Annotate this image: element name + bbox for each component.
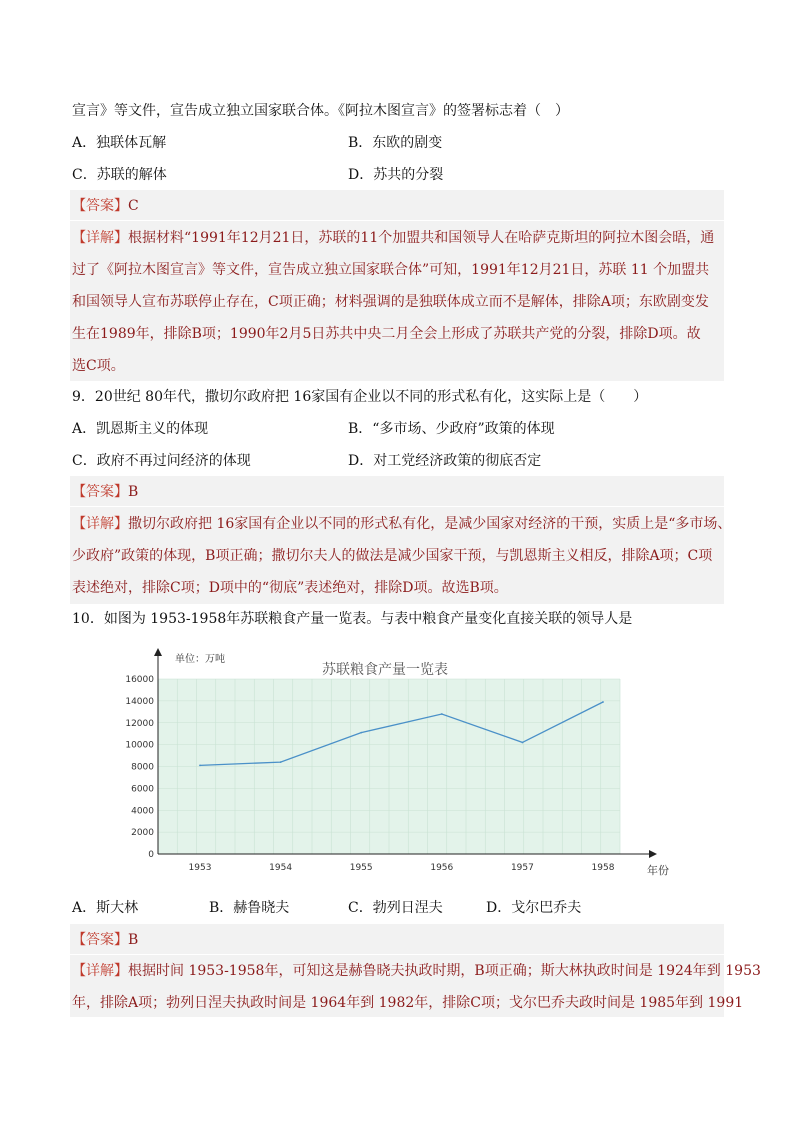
data-point — [280, 761, 282, 763]
y-tick-label: 16000 — [125, 675, 154, 685]
q10-option-c: C．勃列日涅夫 — [348, 900, 443, 916]
chart-title: 苏联粮食产量一览表 — [322, 662, 448, 678]
q8-option-a: A．独联体瓦解 — [72, 135, 167, 151]
detail-tag: 【详解】 — [72, 963, 128, 979]
q8-answer-band — [70, 190, 724, 220]
q10-option-b: B．赫鲁晓夫 — [209, 900, 290, 916]
y-tick-label: 8000 — [131, 762, 154, 773]
x-tick-label: 1953 — [188, 863, 212, 873]
y-tick-label: 2000 — [131, 828, 154, 839]
answer-tag: 【答案】 — [72, 932, 128, 948]
q9-option-c: C．政府不再过问经济的体现 — [72, 453, 251, 469]
q8-answer — [72, 196, 139, 216]
x-tick-label: 1957 — [510, 863, 534, 873]
q10-answer — [72, 930, 138, 950]
answer-value: C — [128, 198, 139, 214]
y-axis-arrow — [154, 648, 162, 656]
y-tick-label: 6000 — [131, 784, 154, 795]
answer-tag: 【答案】 — [72, 484, 128, 500]
data-point — [522, 742, 524, 744]
q8-stem-tail: 宣言》等文件，宣告成立独立国家联合体。《阿拉木图宣言》的签署标志着（ ） — [72, 103, 569, 119]
y-tick-label: 14000 — [125, 696, 154, 707]
x-tick-label: 1958 — [591, 863, 615, 873]
chart-y-ticks — [125, 675, 154, 860]
q8-detail-line: 过了《阿拉木图宣言》等文件，宣告成立独立国家联合体”可知，1991年12月21日，苏联 11 个加盟共 — [72, 262, 710, 278]
y-tick-label: 0 — [148, 850, 154, 860]
chart-y-label: 单位：万吨 — [175, 654, 225, 665]
data-point — [360, 732, 362, 734]
q9-option-a: A．凯恩斯主义的体现 — [72, 421, 209, 437]
q8-detail-line — [72, 228, 714, 248]
detail-tag: 【详解】 — [72, 230, 128, 246]
q8-option-c: C．苏联的解体 — [72, 167, 167, 183]
q10-answer-band — [70, 924, 724, 954]
detail-tag: 【详解】 — [72, 516, 128, 532]
data-point — [199, 765, 201, 767]
q9-option-d: D．对工党经济政策的彻底否定 — [348, 453, 542, 469]
q9-option-b: B．“多市场、少政府”政策的体现 — [348, 421, 555, 437]
x-tick-label: 1955 — [349, 863, 373, 873]
q9-detail-line — [72, 514, 731, 534]
answer-tag: 【答案】 — [72, 198, 128, 214]
q10-detail-line: 年，排除A项；勃列日涅夫执政时间是 1964年到 1982年，排除C项；戈尔巴乔夫政时间是 1985年到 1991 — [72, 995, 744, 1011]
detail-text: 根据材料“1991年12月21日，苏联的11个加盟共和国领导人在哈萨克斯坦的阿拉木图会晤，通 — [128, 230, 715, 246]
q8-detail-line: 生在1989年，排除B项；1990年2月5日苏共中央二月全会上形成了苏联共产党的分裂，排除D项。故 — [72, 326, 701, 342]
chart-x-label: 年份 — [647, 864, 669, 877]
q10-stem: 10．如图为 1953-1958年苏联粮食产量一览表。与表中粮食产量变化直接关联的领导人是 — [72, 611, 633, 627]
q10-option-a: A．斯大林 — [72, 900, 139, 916]
q8-detail-line: 和国领导人宣布苏联停止存在，C项正确；材料强调的是独联体成立而不是解体，排除A项；东欧剧变发 — [72, 294, 709, 310]
q9-answer-band — [70, 476, 724, 506]
x-tick-label: 1954 — [269, 863, 293, 873]
q9-detail-line: 表述绝对，排除C项；D项中的“彻底”表述绝对，排除D项。故选B项。 — [72, 580, 508, 596]
x-tick-label: 1956 — [430, 863, 454, 873]
q8-detail-line: 选C项。 — [72, 358, 125, 374]
q9-stem: 9．20世纪 80年代，撒切尔政府把 16家国有企业以不同的形式私有化，这实际上是（ ） — [72, 389, 648, 405]
x-axis-arrow — [649, 850, 657, 858]
y-tick-label: 4000 — [131, 806, 154, 817]
detail-text: 撒切尔政府把 16家国有企业以不同的形式私有化，是减少国家对经济的干预，实质上是“多市场、 — [128, 516, 732, 532]
grain-output-chart — [110, 640, 690, 885]
y-tick-label: 10000 — [125, 740, 154, 751]
chart-x-ticks — [189, 863, 615, 873]
q9-answer — [72, 482, 138, 502]
q10-option-d: D．戈尔巴乔夫 — [486, 900, 582, 916]
q9-detail-line: 少政府”政策的体现，B项正确；撒切尔夫人的做法是减少国家干预，与凯恩斯主义相反，排除A项；C项 — [72, 548, 713, 564]
q10-detail-line — [72, 961, 761, 981]
answer-value: B — [128, 484, 139, 500]
y-tick-label: 12000 — [125, 718, 154, 729]
data-point — [441, 713, 443, 715]
detail-text: 根据时间 1953-1958年，可知这是赫鲁晓夫执政时期，B项正确；斯大林执政时间是 1924年到 1953 — [128, 963, 761, 979]
answer-value: B — [128, 932, 139, 948]
q8-option-b: B．东欧的剧变 — [348, 135, 443, 151]
data-point — [602, 701, 604, 703]
q8-option-d: D．苏共的分裂 — [348, 167, 444, 183]
